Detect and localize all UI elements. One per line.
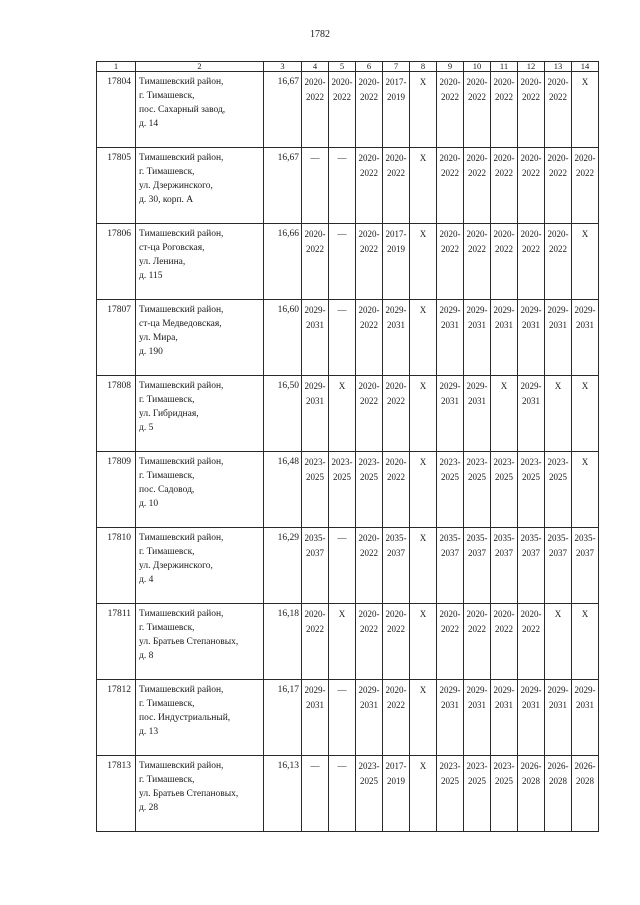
period-cell: 2029- 2031 (437, 680, 464, 756)
period-cell: 2020- 2022 (545, 72, 572, 148)
period-cell: X (572, 452, 599, 528)
period-cell: 2029- 2031 (437, 300, 464, 376)
period-cell: 2026- 2028 (545, 756, 572, 832)
period-cell: 2029- 2031 (491, 300, 518, 376)
period-cell: 2029- 2031 (545, 300, 572, 376)
page-number: 1782 (310, 29, 330, 40)
address-cell: Тимашевский район, г. Тимашевск, ул. Дзержинского, д. 4 (136, 528, 264, 604)
period-cell: — (329, 300, 356, 376)
period-cell: 2023- 2025 (356, 452, 383, 528)
period-cell: — (329, 680, 356, 756)
period-cell: 2020- 2022 (491, 604, 518, 680)
period-cell: 2035- 2037 (464, 528, 491, 604)
table-row (97, 72, 599, 148)
table-row (97, 300, 599, 376)
period-cell: 2035- 2037 (518, 528, 545, 604)
period-cell: 2023- 2025 (437, 756, 464, 832)
value-cell: 16,67 (264, 72, 302, 148)
period-cell: 2020- 2022 (356, 376, 383, 452)
period-cell: 2020- 2022 (302, 72, 329, 148)
address-cell: Тимашевский район, г. Тимашевск, ул. Братьев Степановых, д. 8 (136, 604, 264, 680)
period-cell: 2029- 2031 (518, 376, 545, 452)
period-cell: 2023- 2025 (302, 452, 329, 528)
period-cell: 2023- 2025 (437, 452, 464, 528)
period-cell: 2023- 2025 (329, 452, 356, 528)
period-cell: X (410, 376, 437, 452)
period-cell: X (329, 604, 356, 680)
period-cell: 2023- 2025 (491, 756, 518, 832)
period-cell: 2020- 2022 (464, 72, 491, 148)
period-cell: X (545, 604, 572, 680)
period-cell: 2029- 2031 (545, 680, 572, 756)
period-cell: 2020- 2022 (383, 148, 410, 224)
column-header-5: 5 (329, 62, 356, 72)
value-cell: 16,50 (264, 376, 302, 452)
period-cell: 2020- 2022 (518, 604, 545, 680)
period-cell: 2020- 2022 (356, 148, 383, 224)
row-number-cell: 17806 (97, 224, 136, 300)
data-table (96, 61, 599, 832)
table-row (97, 756, 599, 832)
period-cell: 2029- 2031 (356, 680, 383, 756)
column-header-6: 6 (356, 62, 383, 72)
table-row (97, 452, 599, 528)
period-cell: 2026- 2028 (518, 756, 545, 832)
value-cell: 16,13 (264, 756, 302, 832)
period-cell: 2020- 2022 (464, 604, 491, 680)
period-cell: 2017- 2019 (383, 72, 410, 148)
period-cell: X (572, 224, 599, 300)
period-cell: 2020- 2022 (356, 224, 383, 300)
period-cell: 2029- 2031 (464, 300, 491, 376)
period-cell: 2020- 2022 (356, 300, 383, 376)
period-cell: 2020- 2022 (491, 224, 518, 300)
row-number-cell: 17807 (97, 300, 136, 376)
period-cell: — (329, 528, 356, 604)
row-number-cell: 17808 (97, 376, 136, 452)
address-cell: Тимашевский район, ст-ца Медведовская, ул. Мира, д. 190 (136, 300, 264, 376)
period-cell: 2029- 2031 (518, 680, 545, 756)
period-cell: X (410, 148, 437, 224)
row-number-cell: 17804 (97, 72, 136, 148)
period-cell: 2029- 2031 (572, 680, 599, 756)
period-cell: 2023- 2025 (491, 452, 518, 528)
period-cell: 2035- 2037 (491, 528, 518, 604)
period-cell: X (410, 300, 437, 376)
period-cell: 2029- 2031 (302, 680, 329, 756)
value-cell: 16,60 (264, 300, 302, 376)
value-cell: 16,18 (264, 604, 302, 680)
period-cell: 2020- 2022 (329, 72, 356, 148)
table-body (97, 72, 599, 832)
period-cell: 2020- 2022 (464, 224, 491, 300)
period-cell: 2017- 2019 (383, 224, 410, 300)
period-cell: 2020- 2022 (518, 224, 545, 300)
period-cell: 2020- 2022 (437, 224, 464, 300)
address-cell: Тимашевский район, г. Тимашевск, ул. Братьев Степановых, д. 28 (136, 756, 264, 832)
column-header-9: 9 (437, 62, 464, 72)
period-cell: 2023- 2025 (545, 452, 572, 528)
row-number-cell: 17805 (97, 148, 136, 224)
value-cell: 16,66 (264, 224, 302, 300)
period-cell: 2020- 2022 (572, 148, 599, 224)
period-cell: X (572, 72, 599, 148)
period-cell: X (410, 756, 437, 832)
period-cell: 2020- 2022 (302, 224, 329, 300)
period-cell: 2035- 2037 (545, 528, 572, 604)
period-cell: 2020- 2022 (437, 72, 464, 148)
period-cell: 2023- 2025 (356, 756, 383, 832)
period-cell: — (329, 224, 356, 300)
row-number-cell: 17813 (97, 756, 136, 832)
period-cell: 2029- 2031 (572, 300, 599, 376)
column-header-12: 12 (518, 62, 545, 72)
period-cell: 2023- 2025 (518, 452, 545, 528)
column-header-4: 4 (302, 62, 329, 72)
period-cell: 2029- 2031 (437, 376, 464, 452)
period-cell: 2020- 2022 (437, 604, 464, 680)
row-number-cell: 17810 (97, 528, 136, 604)
address-cell: Тимашевский район, г. Тимашевск, пос. Сахарный завод, д. 14 (136, 72, 264, 148)
period-cell: 2026- 2028 (572, 756, 599, 832)
period-cell: 2035- 2037 (383, 528, 410, 604)
address-cell: Тимашевский район, ст-ца Роговская, ул. Ленина, д. 115 (136, 224, 264, 300)
period-cell: 2020- 2022 (545, 148, 572, 224)
period-cell: 2029- 2031 (464, 376, 491, 452)
period-cell: 2020- 2022 (491, 72, 518, 148)
period-cell: 2020- 2022 (356, 604, 383, 680)
period-cell: — (302, 756, 329, 832)
column-header-1: 1 (97, 62, 136, 72)
period-cell: 2035- 2037 (302, 528, 329, 604)
value-cell: 16,29 (264, 528, 302, 604)
period-cell: 2020- 2022 (383, 680, 410, 756)
period-cell: X (572, 604, 599, 680)
period-cell: 2035- 2037 (572, 528, 599, 604)
period-cell: 2029- 2031 (518, 300, 545, 376)
address-cell: Тимашевский район, г. Тимашевск, пос. Садовод, д. 10 (136, 452, 264, 528)
period-cell: — (329, 756, 356, 832)
period-cell: 2020- 2022 (356, 72, 383, 148)
period-cell: X (410, 224, 437, 300)
period-cell: 2020- 2022 (491, 148, 518, 224)
row-number-cell: 17811 (97, 604, 136, 680)
period-cell: X (572, 376, 599, 452)
period-cell: 2023- 2025 (464, 756, 491, 832)
period-cell: 2017- 2019 (383, 756, 410, 832)
table-row (97, 148, 599, 224)
column-header-10: 10 (464, 62, 491, 72)
period-cell: X (410, 72, 437, 148)
column-header-8: 8 (410, 62, 437, 72)
address-cell: Тимашевский район, г. Тимашевск, ул. Дзержинского, д. 30, корп. А (136, 148, 264, 224)
period-cell: 2020- 2022 (356, 528, 383, 604)
address-cell: Тимашевский район, г. Тимашевск, ул. Гибридная, д. 5 (136, 376, 264, 452)
period-cell: 2020- 2022 (383, 604, 410, 680)
value-cell: 16,48 (264, 452, 302, 528)
column-header-11: 11 (491, 62, 518, 72)
period-cell: 2020- 2022 (518, 148, 545, 224)
period-cell: X (329, 376, 356, 452)
table-header (97, 62, 599, 72)
period-cell: 2029- 2031 (383, 300, 410, 376)
period-cell: 2020- 2022 (545, 224, 572, 300)
period-cell: X (410, 528, 437, 604)
period-cell: 2023- 2025 (464, 452, 491, 528)
row-number-cell: 17809 (97, 452, 136, 528)
table-row (97, 528, 599, 604)
period-cell: 2029- 2031 (302, 300, 329, 376)
period-cell: — (302, 148, 329, 224)
period-cell: — (329, 148, 356, 224)
period-cell: X (410, 452, 437, 528)
period-cell: 2020- 2022 (383, 376, 410, 452)
period-cell: 2035- 2037 (437, 528, 464, 604)
column-header-14: 14 (572, 62, 599, 72)
value-cell: 16,17 (264, 680, 302, 756)
table-row (97, 224, 599, 300)
table-row (97, 376, 599, 452)
row-number-cell: 17812 (97, 680, 136, 756)
table-row (97, 680, 599, 756)
period-cell: 2020- 2022 (518, 72, 545, 148)
period-cell: 2029- 2031 (491, 680, 518, 756)
period-cell: 2020- 2022 (302, 604, 329, 680)
period-cell: X (410, 604, 437, 680)
period-cell: 2020- 2022 (464, 148, 491, 224)
value-cell: 16,67 (264, 148, 302, 224)
period-cell: X (491, 376, 518, 452)
column-header-13: 13 (545, 62, 572, 72)
period-cell: 2029- 2031 (302, 376, 329, 452)
period-cell: 2020- 2022 (383, 452, 410, 528)
period-cell: 2020- 2022 (437, 148, 464, 224)
column-header-3: 3 (264, 62, 302, 72)
period-cell: X (410, 680, 437, 756)
column-header-7: 7 (383, 62, 410, 72)
table-row (97, 604, 599, 680)
column-header-2: 2 (136, 62, 264, 72)
period-cell: X (545, 376, 572, 452)
period-cell: 2029- 2031 (464, 680, 491, 756)
address-cell: Тимашевский район, г. Тимашевск, пос. Индустриальный, д. 13 (136, 680, 264, 756)
